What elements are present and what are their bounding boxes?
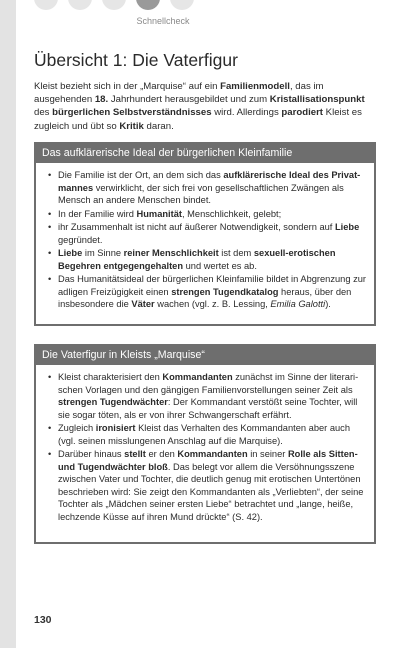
- nav-dot-active[interactable]: [136, 0, 160, 10]
- text-run: heraus, über den insbesondere die: [58, 286, 352, 309]
- text-run: zunächst im Sinne der literari-schen Vorlagen und den gängigen Familienvorstellungen seiner Zeit als: [58, 372, 359, 395]
- text-run: verwirklicht, der sich frei von gesellschaftlichen Zwängen als Mensch an andere Menschen bindet.: [58, 182, 344, 205]
- text-run: , das im ausgehenden: [34, 81, 324, 106]
- bold-term: 18.: [94, 94, 109, 106]
- ideal-family-box-title: Das aufklärerische Ideal der bürgerlichen Kleinfamilie: [36, 144, 374, 163]
- list-item: [48, 208, 366, 221]
- page-number: 130: [34, 614, 52, 626]
- bold-term: Kristallisationspunkt: [269, 94, 365, 106]
- bold-term: reiner Menschlichkeit: [123, 248, 219, 258]
- page-title: Übersicht 1: Die Vaterfigur: [34, 50, 238, 70]
- text-run: gegründet.: [58, 234, 103, 245]
- list-item: [48, 371, 366, 421]
- text-run: Jahrhundert herausgebildet und zum: [108, 94, 270, 106]
- bold-term: stellt: [124, 449, 146, 459]
- bold-term: strengen Tugendwächter: [58, 397, 168, 407]
- text-run: wachen (vgl. z. B. Lessing,: [154, 299, 271, 309]
- bold-term: Liebe: [58, 248, 83, 258]
- text-run: : Der Kommandant verstößt seine Tochter, will sie sogar töten, als er von ihrer Schwangerschaft erfährt.: [58, 397, 358, 420]
- text-run: Kleist bezieht sich in der „Marquise“ auf ein: [34, 81, 221, 92]
- text-run: In der Familie wird: [58, 208, 137, 219]
- bold-term: parodiert: [281, 107, 324, 119]
- bold-term: Kommandanten: [177, 449, 248, 459]
- list-item: [48, 247, 366, 272]
- text-run: Darüber hinaus: [58, 449, 125, 459]
- bold-term: sexuell-erotischen Begehren entgegengehalten: [58, 248, 336, 271]
- page-margin-strip: [0, 0, 16, 648]
- bold-term: bürgerlichen Selbstverständnisses: [52, 107, 212, 119]
- list-item: [48, 448, 366, 523]
- bold-term: Rolle als Sitten- und Tugendwächter bloß: [58, 449, 358, 472]
- text-run: im Sinne: [82, 248, 124, 258]
- nav-dot-2[interactable]: [68, 0, 92, 10]
- section-nav-label: Schnellcheck: [136, 16, 190, 26]
- bold-term: aufklärerische Ideal des Privat-mannes: [58, 170, 361, 193]
- bold-term: Humanität: [136, 208, 182, 219]
- text-run: daran.: [143, 120, 174, 132]
- bold-term: Familienmodell: [220, 81, 290, 92]
- bold-term: Kritik: [119, 120, 144, 132]
- text-run: ).: [325, 299, 331, 309]
- father-figure-box: [34, 344, 376, 544]
- father-figure-list: [36, 365, 374, 523]
- nav-dot-3[interactable]: [102, 0, 126, 10]
- list-item: [48, 221, 366, 246]
- intro-paragraph: [34, 80, 379, 133]
- text-run: Kleist es zugleich und übt so: [34, 107, 362, 132]
- text-run: . Das belegt vor allem die Versöhnungsszene zwischen Vater und Tochter, die deutlich genug mit erotischen Untertönen beschrieben wird: Sie zeigt den Kommandanten als „Verliebten“, der seine Tochter als „Mädchen seiner ersten Liebe“ betrachtet und „lange, heiße, lechzende Küsse auf ihren Mund drückte“ (S. 42).: [58, 461, 364, 522]
- text-run: ist dem: [218, 248, 254, 258]
- bold-term: Väter: [131, 299, 155, 309]
- text-run: er den: [145, 449, 178, 459]
- bold-term: strengen Tugendkatalog: [171, 286, 279, 297]
- text-run: Zugleich: [58, 423, 96, 433]
- text-run: Das Humanitätsideal der bürgerlichen Kleinfamilie bildet in Abgrenzung zur adligen Freizügigkeit einen: [58, 274, 367, 297]
- nav-dot-5[interactable]: [170, 0, 194, 10]
- nav-dot-1[interactable]: [34, 0, 58, 10]
- list-item: [48, 422, 366, 447]
- text-run: Kleist das Verhalten des Kommandanten aber auch (vgl. seinen misslungenen Anschlag auf die Marquise).: [58, 423, 350, 446]
- list-item: [48, 273, 366, 311]
- text-run: in seiner: [247, 449, 288, 459]
- text-run: ihr Zusammenhalt ist nicht auf äußerer Notwendigkeit, sondern auf: [58, 222, 335, 232]
- ideal-family-list: [36, 163, 374, 311]
- italic-title: Emilia Galotti: [270, 299, 326, 309]
- ideal-family-box: [34, 142, 376, 326]
- bold-term: Kommandanten: [162, 372, 233, 382]
- text-run: Die Familie ist der Ort, an dem sich das: [58, 170, 224, 180]
- father-figure-box-title: Die Vaterfigur in Kleists „Marquise“: [36, 346, 374, 365]
- bold-term: Liebe: [334, 222, 360, 232]
- text-run: des: [34, 107, 53, 119]
- text-run: und wertet es ab.: [183, 260, 257, 271]
- bold-term: ironisiert: [95, 423, 136, 433]
- text-run: , Menschlichkeit, gelebt;: [182, 208, 282, 219]
- text-run: wird. Allerdings: [211, 107, 282, 119]
- list-item: [48, 169, 366, 207]
- text-run: Kleist charakterisiert den: [58, 372, 163, 382]
